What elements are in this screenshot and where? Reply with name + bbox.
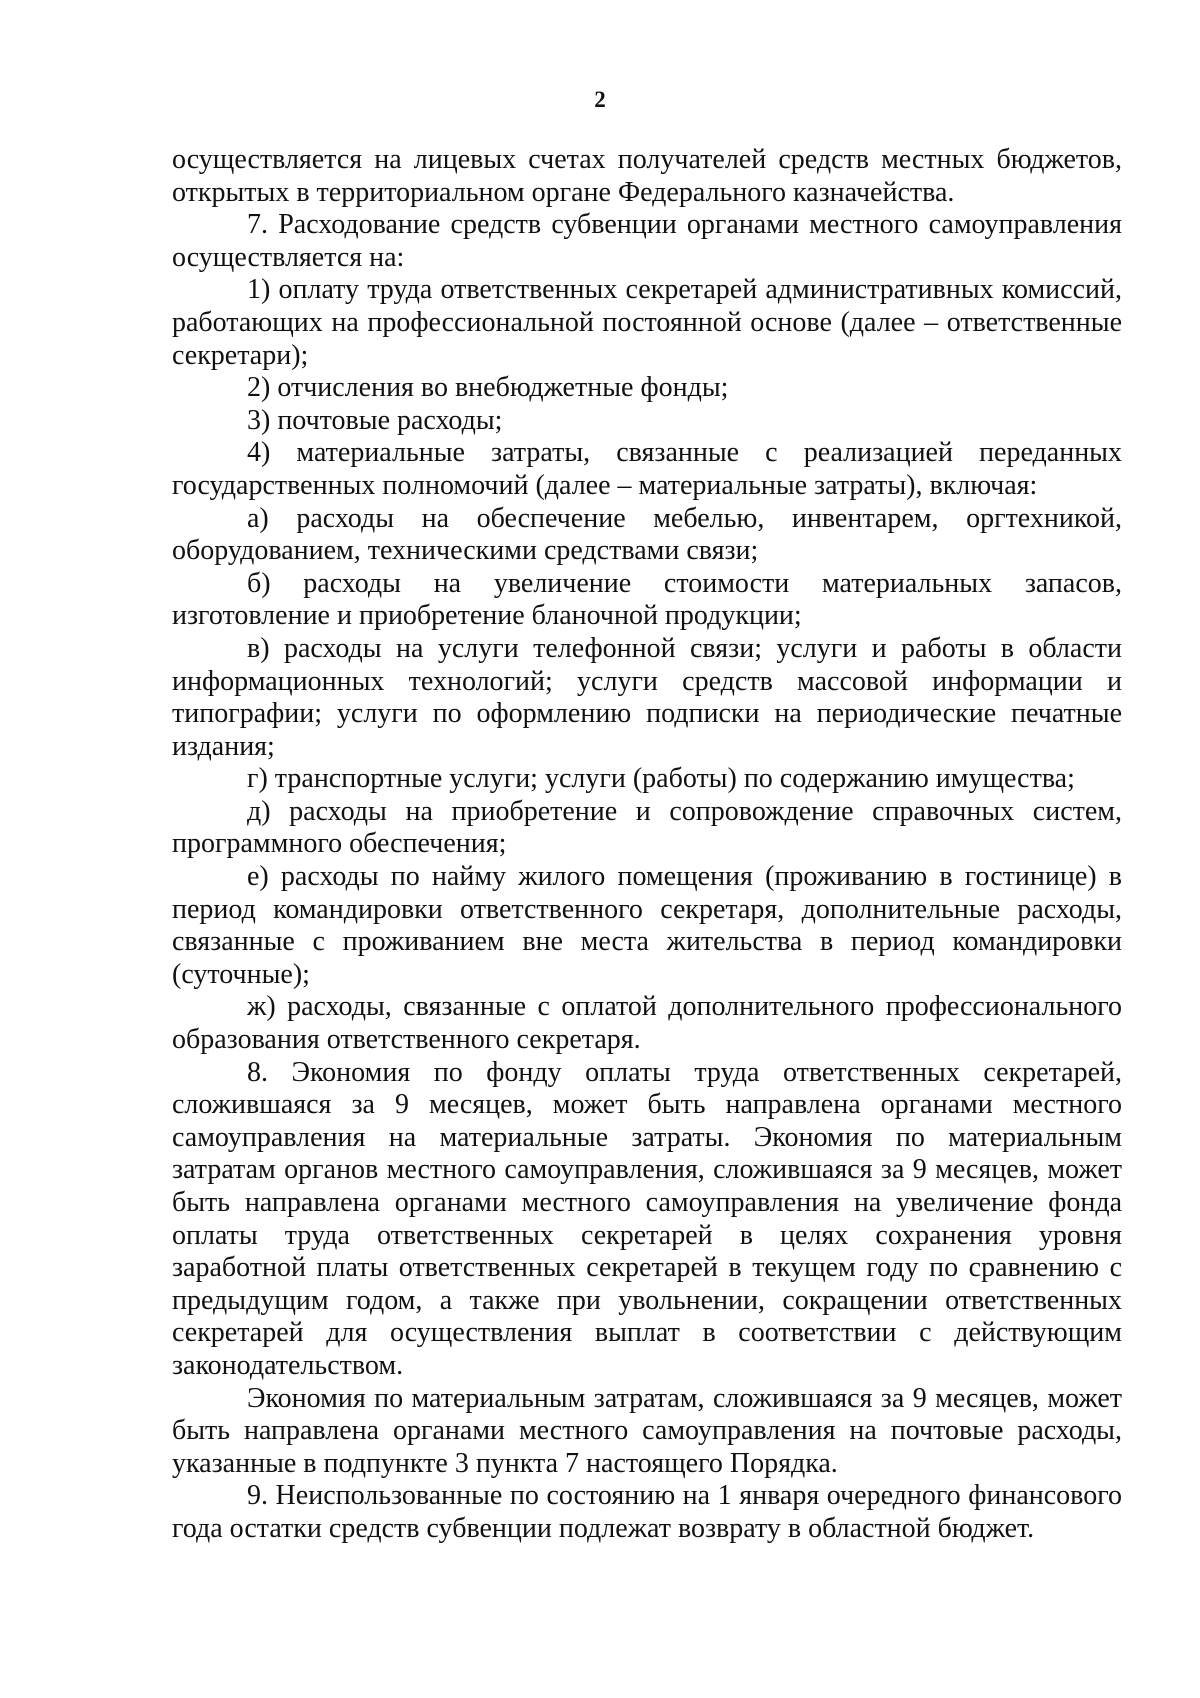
page-number: 2: [594, 87, 606, 112]
subitem-4: 4) материальные затраты, связанные с реализацией переданных государственных полномочий (далее – материальные затраты), включая:: [172, 437, 1122, 501]
subitem-g: г) транспортные услуги; услуги (работы) по содержанию имущества;: [247, 763, 1075, 795]
subitem-a: а) расходы на обеспечение мебелью, инвентарем, оргтехникой, оборудованием, техническими средствами связи;: [172, 502, 1122, 567]
paragraph-item-9: 9. Неиспользованные по состоянию на 1 января очередного финансового года остатки средств субвенции подлежат возврату в областной бюджет.: [172, 1480, 1122, 1544]
subitem-1: 1) оплату труда ответственных секретарей административных комиссий, работающих на профессиональной постоянной основе (далее – ответственные секретари);: [172, 274, 1122, 371]
subitem-v: в) расходы на услуги телефонной связи; услуги и работы в области информационных технологий; услуги средств массовой информации и типографии; услуги по оформлению подписки на периодические печатные издания;: [172, 632, 1122, 762]
paragraph-item-7: 7. Расходование средств субвенции органами местного самоуправления осуществляется на:: [172, 209, 1122, 273]
paragraph-continuation: осуществляется на лицевых счетах получателей средств местных бюджетов, открытых в территориальном органе Федерального казначейства.: [172, 144, 1122, 208]
subitem-2: 2) отчисления во внебюджетные фонды;: [247, 372, 729, 404]
subitem-3: 3) почтовые расходы;: [247, 404, 503, 436]
subitem-zh: ж) расходы, связанные с оплатой дополнительного профессионального образования ответственного секретаря.: [172, 991, 1122, 1056]
document-body: [172, 144, 1122, 1546]
paragraph-item-8: 8. Экономия по фонду оплаты труда ответственных секретарей, сложившаяся за 9 месяцев, может быть направлена органами местного самоуправления на материальные затраты. Экономия по материальным затратам органов местного самоуправления, сложившаяся за 9 месяцев, может быть направлена органами местного самоуправления на увеличение фонда оплаты труда ответственных секретарей в целях сохранения уровня заработной платы ответственных секретарей в текущем году по сравнению с предыдущим годом, а также при увольнении, сокращении ответственных секретарей для осуществления выплат в соответствии с действующим законодательством.: [172, 1056, 1122, 1381]
subitem-d: д) расходы на приобретение и сопровождение справочных систем, программного обеспечения;: [172, 795, 1122, 860]
subitem-e: е) расходы по найму жилого помещения (проживанию в гостинице) в период командировки ответственного секретаря, дополнительные расходы, связанные с проживанием вне места жительства в период командировки (суточные);: [172, 861, 1122, 990]
paragraph-item-8-continued: Экономия по материальным затратам, сложившаяся за 9 месяцев, может быть направлена органами местного самоуправления на почтовые расходы, указанные в подпункте 3 пункта 7 настоящего Порядка.: [172, 1382, 1122, 1479]
subitem-b: б) расходы на увеличение стоимости материальных запасов, изготовление и приобретение бланочной продукции;: [172, 567, 1122, 632]
